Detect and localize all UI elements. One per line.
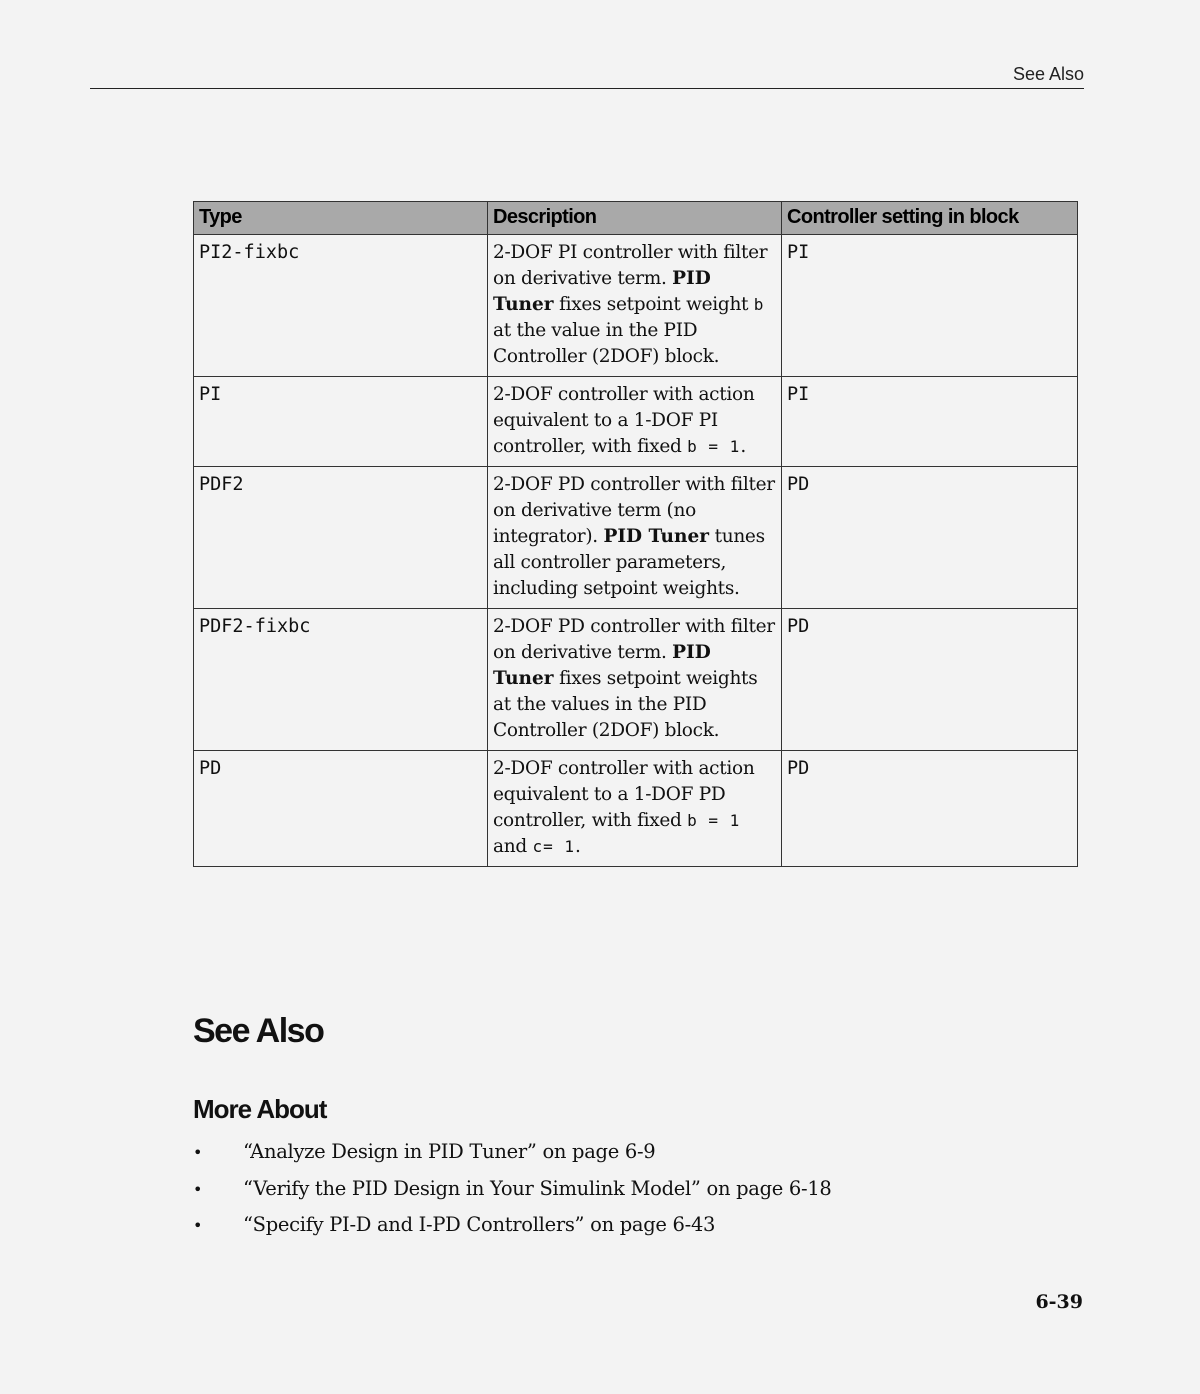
ui-term: PID Tuner <box>493 642 711 689</box>
table-row <box>194 235 1078 377</box>
list-item <box>193 1211 832 1248</box>
running-header: See Also <box>1012 64 1084 84</box>
description-text: 2-DOF PD controller with filter on derivative term. <box>493 616 775 663</box>
cell-description <box>488 467 782 609</box>
ui-term: PID Tuner <box>493 268 711 315</box>
description-text: fixes setpoint weight <box>553 294 754 315</box>
description-text: 2-DOF PI controller with filter on derivative term. <box>493 242 768 289</box>
cell-controller-setting: PD <box>782 751 1078 867</box>
cell-description <box>488 751 782 867</box>
column-header-controller-setting: Controller setting in block <box>782 202 1078 235</box>
table-row <box>194 467 1078 609</box>
table-header-row <box>194 202 1078 235</box>
cell-type: PD <box>194 751 488 867</box>
cell-controller-setting: PD <box>782 467 1078 609</box>
description-text: . <box>740 436 746 457</box>
list-item <box>193 1138 832 1175</box>
cell-type: PDF2-fixbc <box>194 609 488 751</box>
cell-type: PI <box>194 377 488 467</box>
page-number: 6-39 <box>1035 1291 1083 1313</box>
description-text: and <box>493 836 533 857</box>
description-text: at the value in the PID Controller (2DOF) block. <box>493 320 720 367</box>
ui-term: PID Tuner <box>603 526 709 547</box>
code-term: b <box>753 295 765 314</box>
cell-description <box>488 377 782 467</box>
table-row <box>194 609 1078 751</box>
table-row <box>194 377 1078 467</box>
related-topic-link[interactable]: “Specify PI-D and I-PD Controllers” on page 6-43 <box>243 1213 716 1236</box>
description-text: 2-DOF controller with action equivalent to a 1-DOF PD controller, with fixed <box>493 758 755 831</box>
related-topic-link[interactable]: “Analyze Design in PID Tuner” on page 6-9 <box>243 1140 656 1163</box>
list-item <box>193 1175 832 1212</box>
column-header-type: Type <box>194 202 488 235</box>
related-topic-link[interactable]: “Verify the PID Design in Your Simulink Model” on page 6-18 <box>243 1176 832 1200</box>
cell-type: PI2-fixbc <box>194 235 488 377</box>
more-about-heading: More About <box>193 1094 327 1124</box>
description-text: 2-DOF PD controller with filter on derivative term (no integrator). <box>493 474 775 547</box>
code-term: b = 1 <box>687 811 741 830</box>
see-also-heading: See Also <box>193 1012 324 1050</box>
description-text: . <box>575 836 581 857</box>
bullet-icon: • <box>193 1216 203 1235</box>
description-text: tunes all controller parameters, including setpoint weights. <box>493 526 765 599</box>
cell-controller-setting: PI <box>782 377 1078 467</box>
header-rule <box>90 88 1084 89</box>
table-body <box>194 235 1078 867</box>
bullet-icon: • <box>193 1179 203 1199</box>
column-header-description: Description <box>488 202 782 235</box>
description-text: 2-DOF controller with action equivalent to a 1-DOF PI controller, with fixed <box>493 384 755 457</box>
code-term: b = 1 <box>687 437 741 456</box>
controller-type-table <box>193 201 1078 867</box>
cell-type: PDF2 <box>194 467 488 609</box>
cell-controller-setting: PI <box>782 235 1078 377</box>
description-text: fixes setpoint weights at the values in the PID Controller (2DOF) block. <box>493 668 758 741</box>
bullet-icon: • <box>193 1143 203 1162</box>
cell-description <box>488 235 782 377</box>
cell-controller-setting: PD <box>782 609 1078 751</box>
related-topics-list <box>193 1138 832 1248</box>
table-row <box>194 751 1078 867</box>
cell-description <box>488 609 782 751</box>
code-term: c= 1 <box>532 837 575 856</box>
